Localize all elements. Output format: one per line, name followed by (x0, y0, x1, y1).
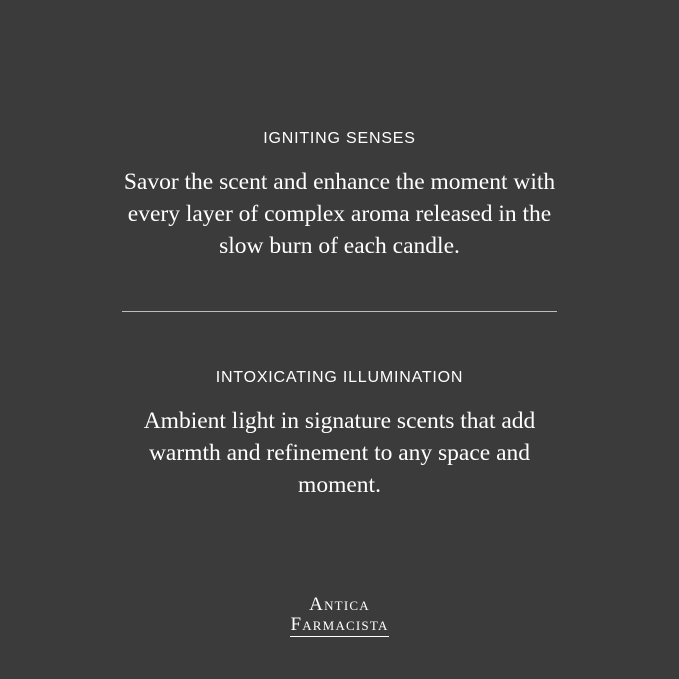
brand-logo (0, 595, 679, 637)
brand-logo-line-2: Farmacista (290, 614, 389, 635)
section-body: Ambient light in signature scents that add warmth and refinement to any space and moment. (143, 408, 536, 498)
feature-section-igniting-senses (0, 128, 679, 262)
section-heading: INTOXICATING ILLUMINATION (215, 369, 464, 386)
feature-section-intoxicating-illumination (0, 367, 679, 501)
brand-logo-line-1: Antica (309, 594, 370, 615)
section-heading: IGNITING SENSES (263, 130, 416, 147)
divider-line (122, 311, 557, 312)
section-body: Savor the scent and enhance the moment with every layer of complex aroma released in the slow burn of each candle. (123, 169, 556, 259)
